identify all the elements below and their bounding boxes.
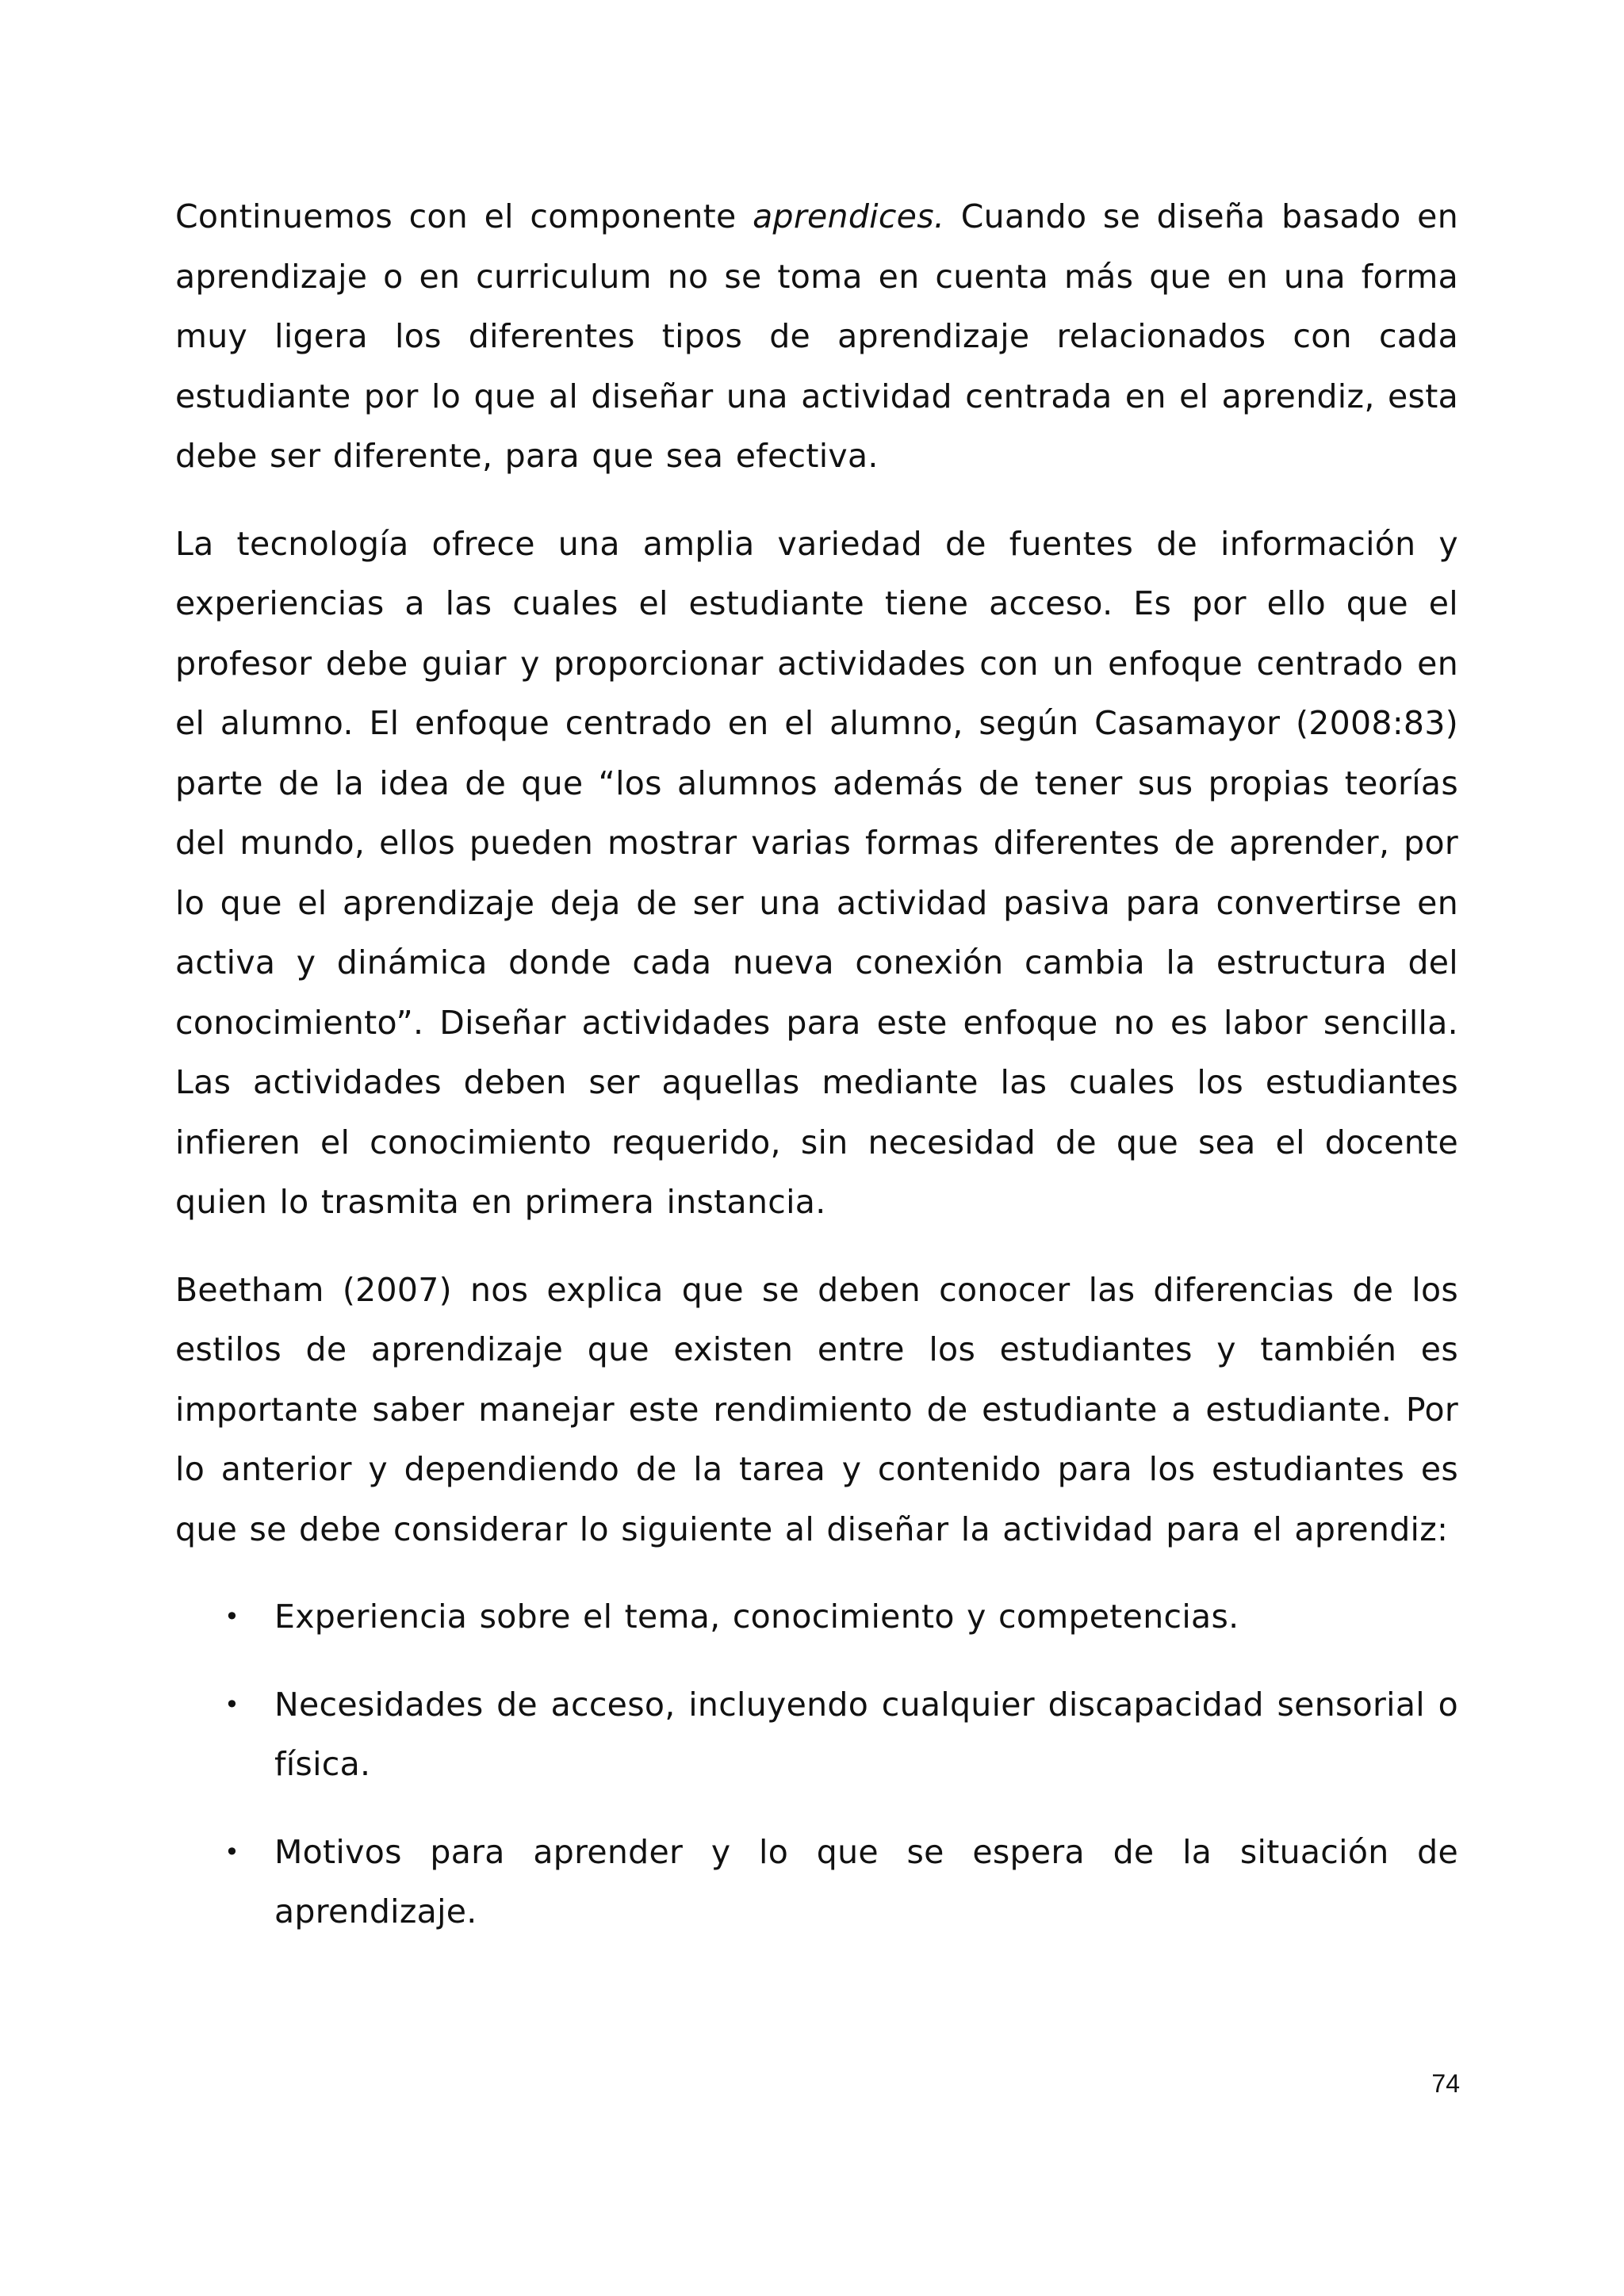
bullet-icon: • — [224, 1601, 240, 1632]
paragraph-tecnologia: La tecnología ofrece una amplia variedad de fuentes de información y experiencias a las cuales el estudiante tiene acceso. Es por ello que el profesor debe guiar y proporcionar actividades con un enfoque centrado en el alumno. El enfoque centrado en el alumno, según Casamayor (2008:83) parte de la idea de que “los alumnos además de tener sus propias teorías del mundo, ellos pueden mostrar varias formas diferentes de aprender, por lo que el aprendizaje deja de ser una actividad pasiva para convertirse en activa y dinámica donde cada nueva conexión cambia la estructura del conocimiento”. Diseñar actividades para este enfoque no es labor sencilla. Las actividades deben ser aquellas mediante las cuales los estudiantes infieren el conocimiento requerido, sin necesidad de que sea el docente quien lo trasmita en primera instancia. — [175, 524, 1458, 1221]
paragraph-beetham: Beetham (2007) nos explica que se deben conocer las diferencias de los estilos de aprendizaje que existen entre los estudiantes y también es importante saber manejar este rendimiento de estudiante a estudiante. Por lo anterior y dependiendo de la tarea y contenido para los estudiantes es que se debe considerar lo siguiente al diseñar la actividad para el aprendiz: — [175, 1270, 1458, 1548]
bullet-icon: • — [224, 1836, 240, 1867]
italic-term-aprendices: aprendices. — [753, 197, 945, 235]
page-number: 74 — [1431, 2069, 1460, 2098]
paragraph-aprendices-rest: Cuando se diseña basado en aprendizaje o en curriculum no se toma en cuenta más que en una forma muy ligera los diferentes tipos de aprendizaje relacionados con cada estudiante por lo que al diseñar una actividad centrada en el aprendiz, esta debe ser diferente, para que sea efectiva. — [175, 197, 1458, 475]
list-item — [175, 1587, 1458, 1647]
list-item-text: Necesidades de acceso, incluyendo cualquier discapacidad sensorial o física. — [274, 1685, 1458, 1783]
list-item — [175, 1823, 1458, 1942]
considerations-list — [175, 1587, 1458, 1942]
paragraph-aprendices — [175, 187, 1458, 487]
page-content — [175, 187, 1458, 1970]
list-item — [175, 1675, 1458, 1795]
list-item-text: Experiencia sobre el tema, conocimiento y competencias. — [274, 1598, 1239, 1636]
bullet-icon: • — [224, 1689, 240, 1720]
list-item-text: Motivos para aprender y lo que se espera de la situación de aprendizaje. — [274, 1832, 1458, 1931]
paragraph-aprendices-start: Continuemos con el componente — [175, 197, 753, 235]
